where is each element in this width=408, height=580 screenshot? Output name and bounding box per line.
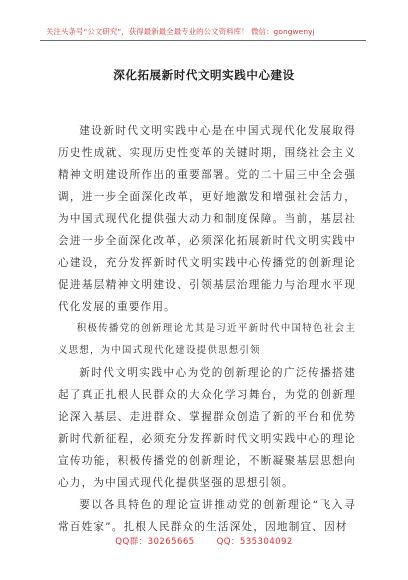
- header-banner: 关注头条号“公文研究”，获得最新最全最专业的公文资料库！ 微信：gongwenyj: [46, 27, 315, 36]
- footer-contact: [0, 535, 408, 547]
- paragraph-lecture: 要以各具特色的理论宣讲推动党的创新理论“飞入寻常百姓家”。扎根人民群众的生活深处，因地制宜、因材: [58, 499, 356, 533]
- footer-qq: QQ：535304092: [216, 537, 293, 547]
- paragraph-section-heading: 积极传播党的创新理论尤其是习近平新时代中国特色社会主义思想，为中国式现代化建设提供思想引领: [58, 323, 356, 356]
- paragraph-intro: 建设新时代文明实践中心是在中国式现代化发展取得历史性成就、实现历史性变革的关键时期，围绕社会主义精神文明建设所作出的重要部署。党的二十届三中全会强调，进一步全面深化改革，更好地激发和增强社会活力，为中国式现代化提供强大动力和制度保障。当前，基层社会进一步全面深化改革，必须深化拓展新时代文明实践中心建设，充分发挥新时代文明实践中心传播党的创新理论促进基层精神文明建设、引领基层治理能力与治理水平现代化发展的重要作用。: [58, 125, 356, 313]
- footer-qq-group: QQ群：30265665: [115, 537, 195, 547]
- document-title: 深化拓展新时代文明实践中心建设: [113, 68, 295, 82]
- paragraph-theory-spread: 新时代文明实践中心为党的创新理论的广泛传播搭建起了真正扎根人民群众的大众化学习舞台，为党的创新理论深入基层、走进群众、掌握群众创造了新的平台和优势新时代新征程，必须充分发挥新时代文明实践中心的理论宣传功能，积极传播党的创新理论，不断凝聚基层思想向心力，为中国式现代化提供坚强的思想引领。: [58, 367, 356, 489]
- document-body: [58, 120, 356, 538]
- header-divider: [40, 40, 366, 41]
